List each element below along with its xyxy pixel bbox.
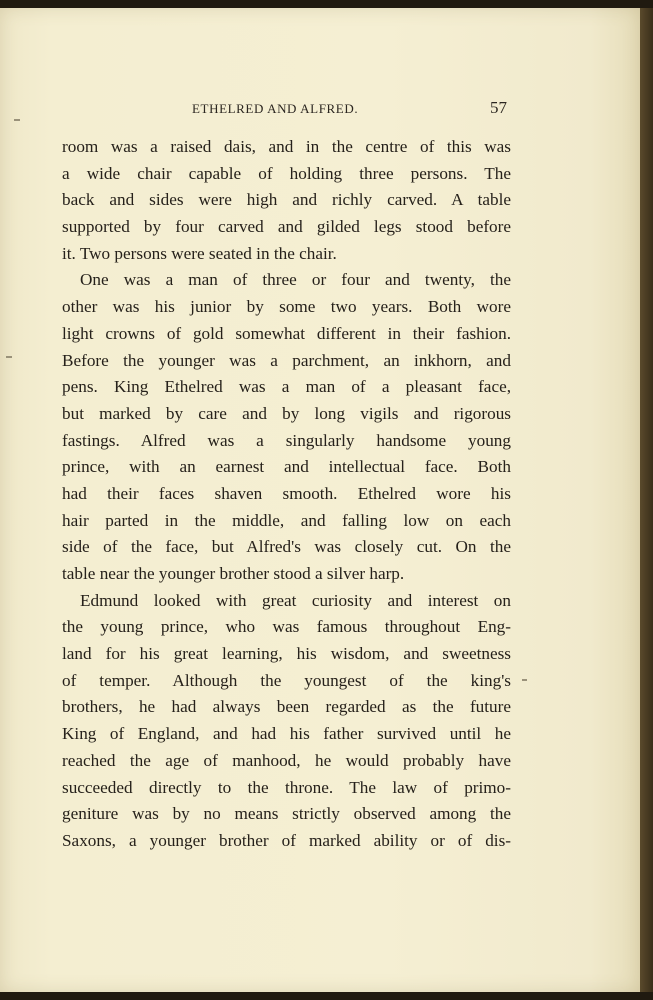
- page-number: 57: [490, 98, 507, 117]
- text-line: pens. King Ethelred was a man of a pleasant face,: [62, 377, 511, 397]
- page-header: [0, 98, 640, 123]
- text-line: land for his great learning, his wisdom, and sweetness: [62, 644, 511, 664]
- text-line: other was his junior by some two years. Both wore: [62, 297, 511, 317]
- text-line: reached the age of manhood, he would probably have: [62, 750, 511, 770]
- body-text: [62, 134, 511, 855]
- text-line: One was a man of three or four and twenty, the: [80, 270, 511, 290]
- text-line: a wide chair capable of holding three persons. The: [62, 163, 511, 183]
- text-line: the young prince, who was famous throughout Eng-: [62, 617, 511, 637]
- text-line: succeeded directly to the throne. The law of primo-: [62, 777, 511, 797]
- text-line: had their faces shaven smooth. Ethelred wore his: [62, 483, 511, 503]
- text-line: room was a raised dais, and in the centre of this was: [62, 137, 511, 156]
- page-edge: [640, 8, 653, 992]
- text-line: it. Two persons were seated in the chair.: [62, 243, 337, 263]
- text-line: back and sides were high and richly carved. A table: [62, 190, 511, 210]
- text-line: supported by four carved and gilded legs stood before: [62, 217, 511, 237]
- text-line: King of England, and had his father survived until he: [62, 724, 511, 744]
- text-line: fastings. Alfred was a singularly handsome young: [62, 430, 511, 450]
- text-line: of temper. Although the youngest of the king's: [62, 670, 511, 690]
- text-line: Edmund looked with great curiosity and interest on: [80, 590, 511, 610]
- text-line: Before the younger was a parchment, an inkhorn, and: [62, 350, 511, 370]
- text-line: but marked by care and by long vigils and rigorous: [62, 403, 511, 423]
- text-line: hair parted in the middle, and falling low on each: [62, 510, 511, 530]
- text-line: light crowns of gold somewhat different in their fashion.: [62, 323, 511, 343]
- text-line: side of the face, but Alfred's was closely cut. On the: [62, 537, 511, 557]
- running-head: ETHELRED AND ALFRED.: [192, 101, 359, 116]
- text-line: table near the younger brother stood a silver harp.: [62, 564, 405, 583]
- margin-mark: [6, 356, 12, 358]
- text-line: geniture was by no means strictly observed among the: [62, 804, 511, 824]
- text-line: brothers, he had always been regarded as the future: [62, 697, 511, 717]
- text-line: Saxons, a younger brother of marked ability or of dis-: [62, 830, 511, 850]
- margin-mark: [522, 679, 527, 681]
- text-line: prince, with an earnest and intellectual face. Both: [62, 457, 511, 477]
